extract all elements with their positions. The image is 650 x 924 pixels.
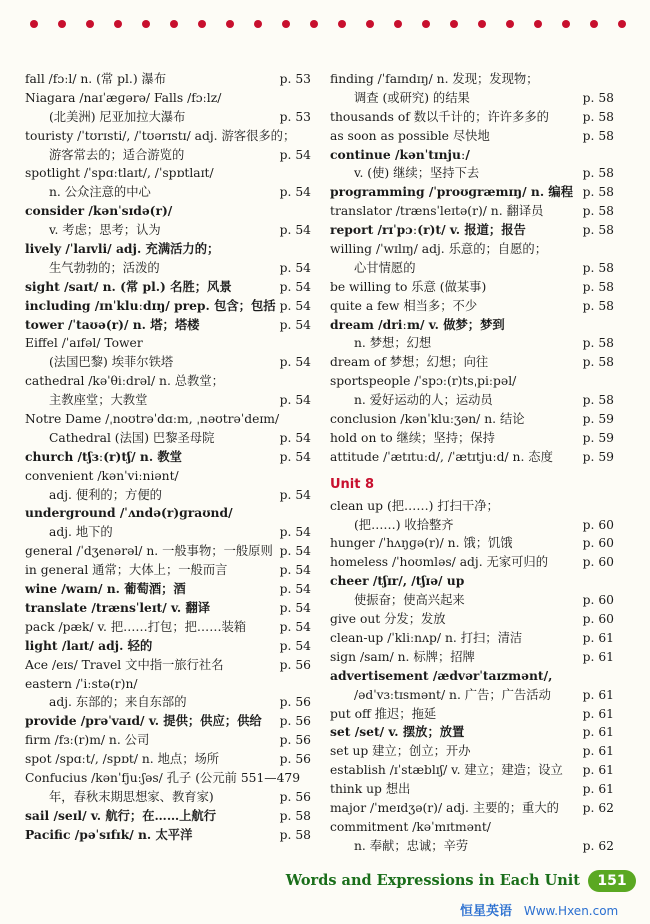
entry-text: dream /driːm/ v. 做梦；梦到 <box>330 316 505 332</box>
binder-hole <box>534 20 542 28</box>
entry-text: finding /ˈfaɪndɪŋ/ n. 发现；发现物； <box>330 72 539 86</box>
entry-page-ref: p. 61 <box>582 649 614 664</box>
entry-text: 使振奋；使高兴起来 <box>354 593 465 608</box>
vocab-entry <box>25 504 311 523</box>
entry-page-ref: p. 61 <box>582 725 614 740</box>
vocab-entry <box>25 542 311 561</box>
binder-hole <box>478 20 486 28</box>
page-number-badge: 151 <box>588 870 636 892</box>
entry-page-ref: p. 61 <box>582 763 614 778</box>
vocab-entry <box>330 761 614 780</box>
entry-page-ref: p. 58 <box>582 336 614 351</box>
entry-text: lively /ˈlaɪvli/ adj. 充满活力的； <box>25 241 220 257</box>
binder-holes <box>0 0 650 42</box>
entry-text: 生气勃勃的；活泼的 <box>49 260 160 275</box>
vocab-entry <box>330 553 614 572</box>
binder-hole <box>226 20 234 28</box>
entry-text: commitment /kəˈmɪtmənt/ <box>330 819 491 834</box>
entry-text: v. 考虑；思考；认为 <box>49 223 161 238</box>
vocab-entry <box>330 610 614 629</box>
vocab-entry <box>25 675 311 694</box>
entry-page-ref: p. 54 <box>279 185 311 200</box>
vocab-entry <box>25 89 311 108</box>
vocab-entry <box>330 799 614 818</box>
entry-text: set up 建立；创立；开办 <box>330 744 471 759</box>
entry-text: homeless /ˈhoʊmləs/ adj. 无家可归的 <box>330 555 549 570</box>
vocab-entry <box>25 826 311 845</box>
vocab-entry <box>330 297 614 316</box>
entry-text: including /ɪnˈkluːdɪŋ/ prep. 包含；包括 <box>25 297 276 313</box>
entry-text: Pacific /pəˈsɪfɪk/ n. 太平洋 <box>25 826 193 842</box>
entry-text: pack /pæk/ v. 把……打包；把……装箱 <box>25 619 247 634</box>
entry-text: Confucius /kənˈfjuːʃəs/ 孔子 (公元前 551—479 <box>25 770 301 785</box>
entry-page-ref: p. 54 <box>279 563 311 578</box>
entry-text: 调查 (或研究) 的结果 <box>354 90 470 105</box>
entry-page-ref: p. 59 <box>582 430 614 445</box>
vocab-entry <box>330 372 614 391</box>
vocab-entry <box>25 221 311 240</box>
vocab-entry <box>330 89 614 108</box>
entry-page-ref: p. 61 <box>582 744 614 759</box>
vocab-entry <box>25 599 311 618</box>
entry-page-ref: p. 58 <box>279 808 311 823</box>
entry-page-ref: p. 59 <box>582 412 614 427</box>
entry-text: set /set/ v. 摆放；放置 <box>330 724 465 740</box>
binder-hole <box>30 20 38 28</box>
entry-text: thousands of 数以千计的；许许多多的 <box>330 109 549 124</box>
vocab-entry <box>330 723 614 742</box>
entry-text: wine /waɪn/ n. 葡萄酒；酒 <box>25 581 186 597</box>
entry-page-ref: p. 54 <box>279 544 311 559</box>
entry-text: n. 公众注意的中心 <box>49 185 151 200</box>
entry-text: think up 想出 <box>330 782 411 797</box>
left-column <box>25 70 311 845</box>
vocab-entry <box>25 334 311 353</box>
entry-text: Eiffel /ˈaɪfəl/ Tower <box>25 336 143 351</box>
vocab-entry <box>330 705 614 724</box>
vocab-entry <box>25 693 311 712</box>
vocab-entry <box>25 788 311 807</box>
vocab-entry <box>25 448 311 467</box>
entry-page-ref: p. 58 <box>582 166 614 181</box>
binder-hole <box>394 20 402 28</box>
binder-hole <box>338 20 346 28</box>
watermark-url: Www.Hxen.com <box>523 904 619 918</box>
entry-text: cathedral /kəˈθiːdrəl/ n. 总教堂； <box>25 374 224 389</box>
entry-page-ref: p. 56 <box>279 714 311 729</box>
vocab-entry <box>25 769 311 788</box>
page-footer <box>0 862 650 902</box>
vocab-entry <box>330 497 614 516</box>
entry-page-ref: p. 59 <box>582 449 614 464</box>
entry-text: Cathedral (法国) 巴黎圣母院 <box>49 430 215 445</box>
entry-text: provide /prəˈvaɪd/ v. 提供；供应；供给 <box>25 713 262 729</box>
binder-hole <box>618 20 626 28</box>
entry-text: clean up (把……) 打扫干净； <box>330 498 499 513</box>
entry-text: 主教座堂；大教堂 <box>49 393 148 408</box>
entry-page-ref: p. 61 <box>582 687 614 702</box>
vocab-entry <box>330 648 614 667</box>
vocab-entry <box>25 467 311 486</box>
vocab-entry <box>25 580 311 599</box>
vocab-entry <box>25 750 311 769</box>
entry-text: fall /fɔːl/ n. (常 pl.) 瀑布 <box>25 72 167 86</box>
entry-text: (北美洲) 尼亚加拉大瀑布 <box>49 109 186 124</box>
entry-text: adj. 地下的 <box>49 525 113 540</box>
entry-text: n. 奉献；忠诚；辛劳 <box>354 838 469 853</box>
entry-text: consider /kənˈsɪdə(r)/ <box>25 203 173 219</box>
entry-text: dream of 梦想；幻想；向往 <box>330 355 489 370</box>
binder-hole <box>86 20 94 28</box>
entry-page-ref: p. 54 <box>279 317 311 332</box>
vocab-entry <box>330 516 614 535</box>
entry-text: (把……) 收拾整齐 <box>354 517 454 532</box>
vocab-entry <box>25 127 311 146</box>
binder-hole <box>590 20 598 28</box>
entry-page-ref: p. 61 <box>582 706 614 721</box>
entry-text: hold on to 继续；坚持；保持 <box>330 430 495 445</box>
entry-text: sight /saɪt/ n. (常 pl.) 名胜；风景 <box>25 278 232 294</box>
vocab-entry <box>330 837 614 856</box>
entry-page-ref: p. 58 <box>582 298 614 313</box>
entry-page-ref: p. 60 <box>582 555 614 570</box>
entry-text: be willing to 乐意 (做某事) <box>330 279 487 294</box>
entry-text: adj. 东部的；来自东部的 <box>49 695 187 710</box>
vocab-entry <box>330 259 614 278</box>
entry-page-ref: p. 58 <box>582 260 614 275</box>
entry-page-ref: p. 54 <box>279 279 311 294</box>
entry-page-ref: p. 54 <box>279 147 311 162</box>
entry-page-ref: p. 54 <box>279 449 311 464</box>
entry-text: hunger /ˈhʌŋɡə(r)/ n. 饿；饥饿 <box>330 536 513 551</box>
vocab-entry <box>330 164 614 183</box>
entry-page-ref: p. 58 <box>582 204 614 219</box>
entry-page-ref: p. 60 <box>582 593 614 608</box>
entry-page-ref: p. 56 <box>279 789 311 804</box>
entry-text: translator /trænsˈleɪtə(r)/ n. 翻译员 <box>330 204 544 219</box>
vocab-entry <box>25 561 311 580</box>
vocab-entry <box>25 523 311 542</box>
vocab-entry <box>25 164 311 183</box>
entry-text: 游客常去的；适合游览的 <box>49 147 185 162</box>
entry-text: spotlight /ˈspɑːtlaɪt/, /ˈspɒtlaɪt/ <box>25 166 214 181</box>
binder-hole <box>450 20 458 28</box>
entry-page-ref: p. 56 <box>279 695 311 710</box>
vocab-entry <box>330 629 614 648</box>
entry-page-ref: p. 54 <box>279 355 311 370</box>
binder-hole <box>142 20 150 28</box>
vocab-entry <box>25 108 311 127</box>
vocab-entry <box>330 278 614 297</box>
vocab-entry <box>25 183 311 202</box>
entry-page-ref: p. 54 <box>279 298 311 313</box>
entry-page-ref: p. 54 <box>279 223 311 238</box>
vocab-entry <box>330 780 614 799</box>
entry-text: (法国巴黎) 埃菲尔铁塔 <box>49 355 174 370</box>
watermark <box>460 900 618 919</box>
entry-text: establish /ɪˈstæblɪʃ/ v. 建立；建造；设立 <box>330 763 563 778</box>
footer-title: Words and Expressions in Each Unit <box>285 872 580 889</box>
entry-page-ref: p. 53 <box>279 72 311 86</box>
binder-hole <box>254 20 262 28</box>
entry-page-ref: p. 61 <box>582 782 614 797</box>
entry-text: cheer /tʃɪr/, /tʃɪə/ up <box>330 573 465 589</box>
entry-page-ref: p. 54 <box>279 260 311 275</box>
entry-text: n. 爱好运动的人；运动员 <box>354 393 493 408</box>
right-bottom-entries <box>330 497 614 856</box>
entry-text: firm /fɜː(r)m/ n. 公司 <box>25 733 150 748</box>
entry-page-ref: p. 58 <box>582 223 614 238</box>
vocab-entry <box>330 448 614 467</box>
vocab-entry <box>330 429 614 448</box>
vocab-entry <box>25 240 311 259</box>
entry-text: eastern /ˈiːstə(r)n/ <box>25 676 138 691</box>
entry-text: underground /ˈʌndə(r)ɡraʊnd/ <box>25 505 233 521</box>
entry-text: as soon as possible 尽快地 <box>330 128 490 143</box>
entry-page-ref: p. 56 <box>279 752 311 767</box>
vocab-entry <box>25 656 311 675</box>
vocab-entry <box>25 372 311 391</box>
entry-text: adj. 便利的；方便的 <box>49 487 162 502</box>
entry-page-ref: p. 54 <box>279 393 311 408</box>
vocab-entry <box>25 297 311 316</box>
vocab-entry <box>25 410 311 429</box>
entry-page-ref: p. 54 <box>279 582 311 597</box>
entry-text: attitude /ˈætɪtuːd/, /ˈætɪtjuːd/ n. 态度 <box>330 449 553 464</box>
binder-hole <box>198 20 206 28</box>
vocab-entry <box>25 70 311 89</box>
entry-page-ref: p. 54 <box>279 525 311 540</box>
entry-text: general /ˈdʒenərəl/ n. 一般事物；一般原则 <box>25 544 273 559</box>
entry-text: Notre Dame /ˌnoʊtrəˈdɑːm, ˌnəʊtrəˈdeɪm/ <box>25 412 280 427</box>
vocab-entry <box>330 353 614 372</box>
vocab-entry <box>330 742 614 761</box>
entry-text: sail /seɪl/ v. 航行；在……上航行 <box>25 807 217 823</box>
binder-hole <box>310 20 318 28</box>
entry-page-ref: p. 58 <box>582 185 614 200</box>
binder-hole <box>422 20 430 28</box>
vocab-entry <box>330 410 614 429</box>
entry-text: translate /trænsˈleɪt/ v. 翻译 <box>25 599 211 615</box>
entry-text: tower /ˈtaʊə(r)/ n. 塔；塔楼 <box>25 316 200 332</box>
vocab-entry <box>25 712 311 731</box>
binder-hole <box>170 20 178 28</box>
entry-text: quite a few 相当多；不少 <box>330 298 478 313</box>
vocab-entry <box>25 146 311 165</box>
entry-text: v. (使) 继续；坚持下去 <box>354 166 480 181</box>
vocab-entry <box>330 108 614 127</box>
entry-text: continue /kənˈtɪnjuː/ <box>330 146 470 162</box>
entry-page-ref: p. 58 <box>582 128 614 143</box>
entry-page-ref: p. 54 <box>279 600 311 615</box>
entry-page-ref: p. 58 <box>279 827 311 842</box>
vocab-entry <box>330 334 614 353</box>
vocab-entry <box>25 202 311 221</box>
entry-page-ref: p. 54 <box>279 430 311 445</box>
binder-hole <box>282 20 290 28</box>
entry-page-ref: p. 58 <box>582 393 614 408</box>
unit-heading: Unit 8 <box>330 476 375 492</box>
vocab-entry <box>330 70 614 89</box>
vocab-entry <box>25 316 311 335</box>
vocab-entry <box>330 183 614 202</box>
right-top-entries <box>330 70 614 467</box>
entry-page-ref: p. 56 <box>279 657 311 672</box>
entry-text: /ədˈvɜːtɪsmənt/ n. 广告；广告活动 <box>354 687 551 702</box>
vocab-entry <box>330 572 614 591</box>
entry-text: church /tʃɜː(r)tʃ/ n. 教堂 <box>25 448 182 464</box>
entry-page-ref: p. 60 <box>582 517 614 532</box>
entry-text: Niagara /naɪˈæɡərə/ Falls /fɔːlz/ <box>25 90 222 105</box>
binder-hole <box>58 20 66 28</box>
entry-text: report /rɪˈpɔː(r)t/ v. 报道；报告 <box>330 222 526 238</box>
entry-text: 年，春秋末期思想家、教育家) <box>49 789 214 804</box>
entry-page-ref: p. 58 <box>582 109 614 124</box>
binder-hole <box>506 20 514 28</box>
vocab-entry <box>25 278 311 297</box>
entry-page-ref: p. 54 <box>279 619 311 634</box>
entry-text: put off 推迟；拖延 <box>330 706 437 721</box>
entry-text: 心甘情愿的 <box>354 260 416 275</box>
vocab-entry <box>25 807 311 826</box>
entry-text: in general 通常；大体上；一般而言 <box>25 563 228 578</box>
entry-page-ref: p. 58 <box>582 355 614 370</box>
binder-hole <box>366 20 374 28</box>
entry-text: major /ˈmeɪdʒə(r)/ adj. 主要的；重大的 <box>330 800 559 815</box>
entry-text: advertisement /ædvərˈtaɪzmənt/, <box>330 667 553 683</box>
vocab-entry <box>330 202 614 221</box>
entry-text: conclusion /kənˈkluːʒən/ n. 结论 <box>330 412 525 427</box>
vocab-entry <box>25 731 311 750</box>
vocab-entry <box>330 818 614 837</box>
vocab-entry <box>330 667 614 686</box>
entry-text: sportspeople /ˈspɔː(r)tsˌpiːpəl/ <box>330 374 517 389</box>
binder-hole <box>562 20 570 28</box>
entry-page-ref: p. 61 <box>582 630 614 645</box>
entry-page-ref: p. 58 <box>582 90 614 105</box>
entry-page-ref: p. 60 <box>582 536 614 551</box>
entry-text: Ace /eɪs/ Travel 文中指一旅行社名 <box>25 657 224 672</box>
vocab-entry <box>330 686 614 705</box>
watermark-brand: 恒星英语 <box>460 904 513 919</box>
vocab-entry <box>330 127 614 146</box>
entry-text: spot /spɑːt/, /spɒt/ n. 地点；场所 <box>25 752 220 767</box>
vocab-entry <box>330 534 614 553</box>
entry-text: clean-up /ˈkliːnʌp/ n. 打扫；清洁 <box>330 630 523 645</box>
vocab-entry <box>25 618 311 637</box>
entry-page-ref: p. 54 <box>279 638 311 653</box>
vocab-entry <box>330 146 614 165</box>
entry-text: sign /saɪn/ n. 标牌；招牌 <box>330 649 475 664</box>
entry-text: give out 分发；发放 <box>330 612 446 627</box>
entry-text: programming /ˈproʊɡræmɪŋ/ n. 编程 <box>330 184 573 200</box>
vocab-entry <box>25 353 311 372</box>
right-column <box>330 70 614 856</box>
entry-page-ref: p. 60 <box>582 612 614 627</box>
entry-text: touristy /ˈtʊrɪsti/, /ˈtʊərɪstɪ/ adj. 游客很多的； <box>25 128 296 143</box>
entry-page-ref: p. 53 <box>279 109 311 124</box>
vocab-entry <box>330 221 614 240</box>
entry-page-ref: p. 58 <box>582 279 614 294</box>
entry-text: light /laɪt/ adj. 轻的 <box>25 637 153 653</box>
entry-text: willing /ˈwɪlɪŋ/ adj. 乐意的；自愿的； <box>330 242 547 257</box>
vocab-entry <box>25 259 311 278</box>
entry-page-ref: p. 62 <box>582 838 614 853</box>
vocab-entry <box>25 637 311 656</box>
vocab-entry <box>330 316 614 335</box>
entry-page-ref: p. 56 <box>279 733 311 748</box>
binder-hole <box>114 20 122 28</box>
entry-page-ref: p. 62 <box>582 800 614 815</box>
entry-text: convenient /kənˈviːniənt/ <box>25 468 179 483</box>
vocab-entry <box>25 486 311 505</box>
vocab-entry <box>25 391 311 410</box>
entry-page-ref: p. 54 <box>279 487 311 502</box>
vocab-entry <box>330 391 614 410</box>
vocab-entry <box>25 429 311 448</box>
entry-text: n. 梦想；幻想 <box>354 336 432 351</box>
vocab-entry <box>330 240 614 259</box>
vocab-entry <box>330 591 614 610</box>
